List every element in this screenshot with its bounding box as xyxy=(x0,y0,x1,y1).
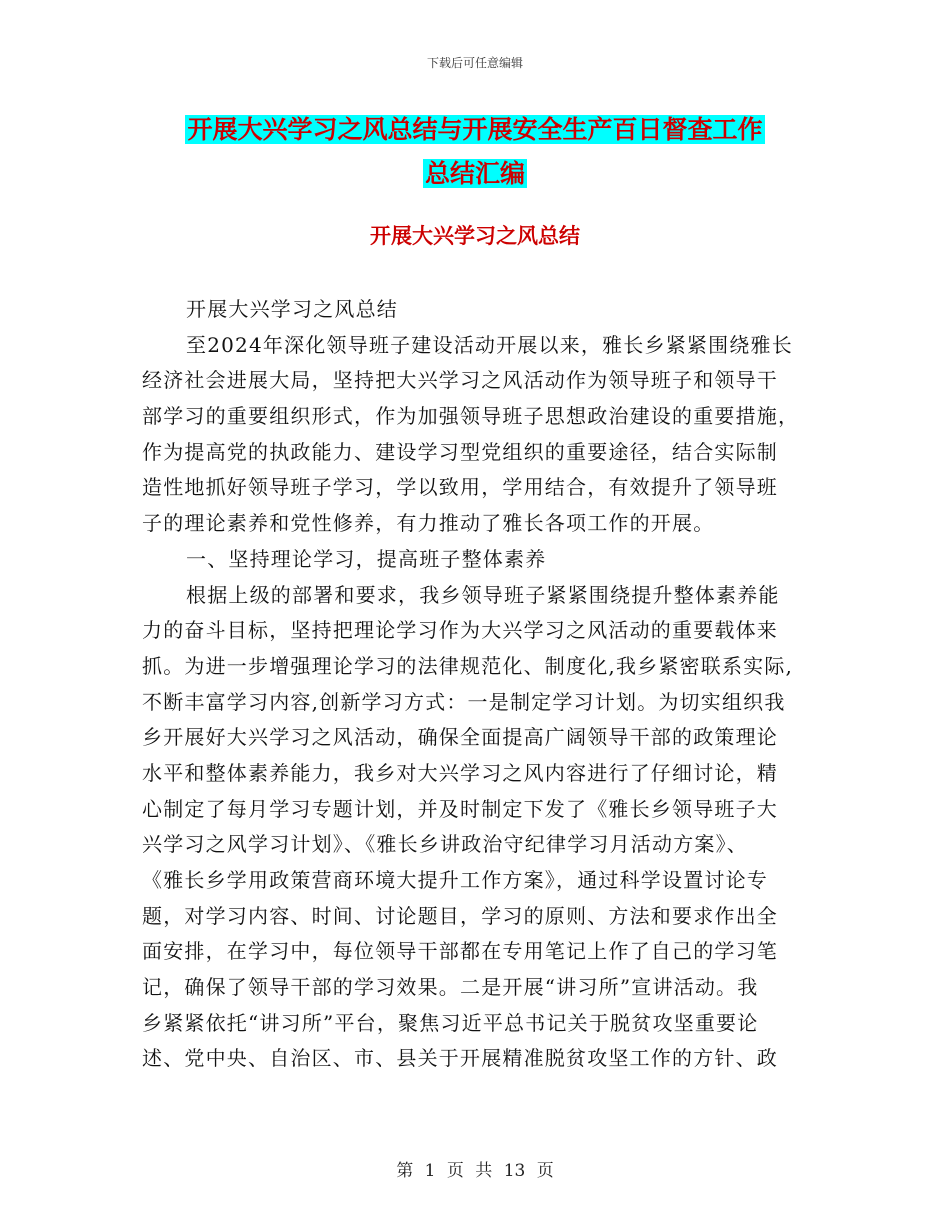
paragraph-line: 至2024年深化领导班子建设活动开展以来，雅长乡紧紧围绕雅长 xyxy=(186,332,793,357)
paragraph-line: 兴学习之风学习计划》、《雅长乡讲政治守纪律学习月活动方案》、 xyxy=(142,832,748,857)
paragraph-line: 经济社会进展大局，坚持把大兴学习之风活动作为领导班子和领导干 xyxy=(142,368,778,393)
paragraph-line: 面安排，在学习中，每位领导干部都在专用笔记上作了自己的学习笔 xyxy=(142,939,778,964)
paragraph-line: 根据上级的部署和要求，我乡领导班子紧紧围绕提升整体素养能 xyxy=(186,582,780,607)
paragraph-line: 记，确保了领导干部的学习效果。二是开展“讲习所”宣讲活动。我 xyxy=(142,975,759,1000)
paragraph-line: 子的理论素养和党性修养，有力推动了雅长各项工作的开展。 xyxy=(142,511,715,536)
paragraph-line: 开展大兴学习之风总结 xyxy=(186,297,398,321)
paragraph-line: 乡紧紧依托“讲习所”平台，聚焦习近平总书记关于脱贫攻坚重要论 xyxy=(142,1010,759,1035)
paragraph-line: 造性地抓好领导班子学习，学以致用，学用结合，有效提升了领导班 xyxy=(142,475,778,500)
header-note: 下载后可任意编辑 xyxy=(426,56,523,70)
paragraph-line: 抓。为进一步增强理论学习的法律规范化、制度化,我乡紧密联系实际, xyxy=(142,653,794,678)
paragraph-line: 乡开展好大兴学习之风活动，确保全面提高广阔领导干部的政策理论 xyxy=(142,725,778,750)
body-text xyxy=(142,292,814,1077)
paragraph-line: 力的奋斗目标，坚持把理论学习作为大兴学习之风活动的重要载体来 xyxy=(142,618,778,643)
paragraph-line: 心制定了每月学习专题计划，并及时制定下发了《雅长乡领导班子大 xyxy=(142,796,778,821)
document-title-line1 xyxy=(0,112,950,148)
paragraph-line: 部学习的重要组织形式，作为加强领导班子思想政治建设的重要措施， xyxy=(142,404,800,429)
paragraph-line: 题，对学习内容、时间、讨论题目，学习的原则、方法和要求作出全 xyxy=(142,903,778,928)
section-title: 开展大兴学习之风总结 xyxy=(370,224,580,248)
paragraph-line: 述、党中央、自治区、市、县关于开展精准脱贫攻坚工作的方针、政 xyxy=(142,1046,778,1071)
paragraph-line: 《雅长乡学用政策营商环境大提升工作方案》，通过科学设置讨论专 xyxy=(142,868,768,892)
document-title-line1-text: 开展大兴学习之风总结与开展安全生产百日督查工作 xyxy=(187,115,763,144)
document-title-line2 xyxy=(0,156,950,192)
page-footer: 第 1 页 共 13 页 xyxy=(396,1161,554,1181)
paragraph-line: 水平和整体素养能力，我乡对大兴学习之风内容进行了仔细讨论，精 xyxy=(142,760,778,785)
document-title-line2-text: 总结汇编 xyxy=(424,159,525,188)
paragraph-line: 作为提高党的执政能力、建设学习型党组织的重要途径，结合实际制 xyxy=(142,439,778,464)
paragraph-line: 一、坚持理论学习，提高班子整体素养 xyxy=(186,546,547,571)
paragraph-line: 不断丰富学习内容,创新学习方式：一是制定学习计划。为切实组织我 xyxy=(142,689,786,714)
